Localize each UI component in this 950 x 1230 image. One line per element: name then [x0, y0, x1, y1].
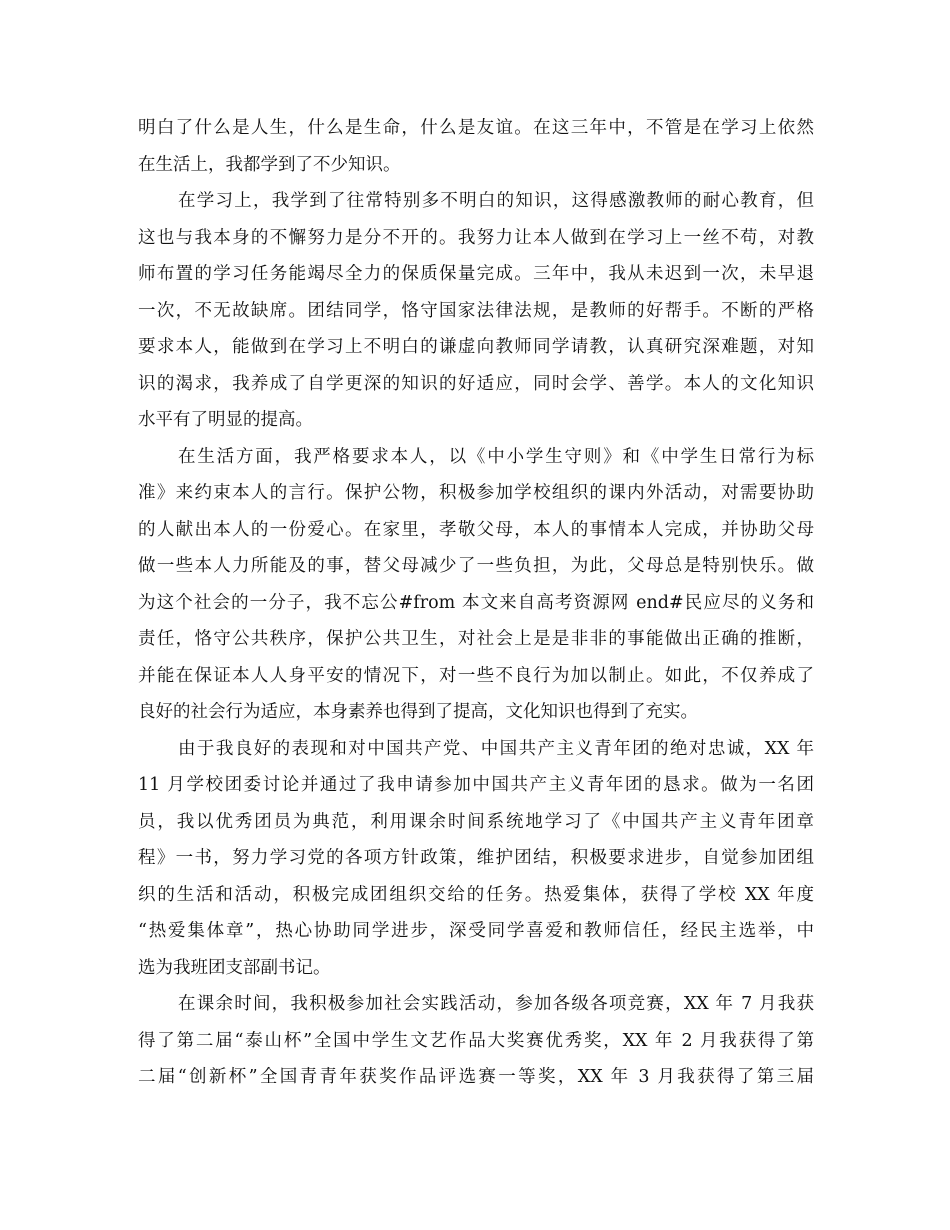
text-line: 为这个社会的一分子，我不忘公#from 本文来自高考资源网 end#民应尽的义务和 [138, 592, 814, 613]
text-line: 责任，恪守公共秩序，保护公共卫生，对社会上是是非非的事能做出正确的推断， [138, 629, 814, 649]
text-line: 选为我班团支部副书记。 [138, 957, 331, 978]
text-line: 的人献出本人的一份爱心。在家里，孝敬父母，本人的事情本人完成，并协助父母 [138, 519, 814, 540]
text-line: 准》来约束本人的言行。保护公物，积极参加学校组织的课内外活动，对需要协助 [138, 483, 814, 503]
text-line: 要求本人，能做到在学习上不明白的谦虚向教师同学请教，认真研究深难题，对知 [138, 337, 814, 357]
text-line: 在生活上，我都学到了不少知识。 [138, 154, 401, 175]
text-line: 11 月学校团委讨论并通过了我申请参加中国共产主义青年团的恳求。做为一名团 [138, 775, 814, 795]
text-line: 一次，不无故缺席。团结同学，恪守国家法律法规，是教师的好帮手。不断的严格 [138, 300, 814, 321]
text-line: 识的渴求，我养成了自学更深的知识的好适应，同时会学、善学。本人的文化知识 [138, 373, 814, 394]
text-line: 在生活方面，我严格要求本人，以《中小学生守则》和《中学生日常行为标 [178, 446, 814, 467]
text-line: 做一些本人力所能及的事，替父母减少了一些负担，为此，父母总是特别快乐。做 [138, 556, 814, 576]
text-line: 员，我以优秀团员为典范，利用课余时间系统地学习了《中国共产主义青年团章 [138, 811, 814, 832]
text-line: 并能在保证本人人身平安的情况下，对一些不良行为加以制止。如此，不仅养成了 [138, 665, 814, 686]
text-line: 水平有了明显的提高。 [138, 410, 313, 430]
text-line: 在学习上，我学到了往常特别多不明白的知识，这得感激教师的耐心教育，但 [178, 191, 814, 211]
text-line: 程》一书，努力学习党的各项方针政策，维护团结，积极要求进步，自觉参加团组 [138, 848, 814, 868]
text-line: 这也与我本身的不懈努力是分不开的。我努力让本人做到在学习上一丝不苟，对教 [138, 227, 814, 248]
text-line: 明白了什么是人生，什么是生命，什么是友谊。在这三年中，不管是在学习上依然 [138, 118, 814, 138]
text-line: 二届“创新杯”全国青青年获奖作品评选赛一等奖，XX 年 3 月我获得了第三届 [138, 1067, 814, 1087]
text-line: 在课余时间，我积极参加社会实践活动，参加各级各项竞赛，XX 年 7 月我获 [178, 994, 814, 1014]
document-body [138, 110, 814, 1096]
text-line: 良好的社会行为适应，本身素养也得到了提高，文化知识也得到了充实。 [138, 702, 698, 722]
text-line: “热爱集体章”，热心协助同学进步，深受同学喜爱和教师信任，经民主选举，中 [138, 921, 814, 941]
text-line: 得了第二届“泰山杯”全国中学生文艺作品大奖赛优秀奖，XX 年 2 月我获得了第 [138, 1030, 814, 1051]
text-line: 织的生活和活动，积极完成团组织交给的任务。热爱集体，获得了学校 XX 年度 [138, 884, 814, 905]
text-line: 由于我良好的表现和对中国共产党、中国共产主义青年团的绝对忠诚，XX 年 [178, 738, 814, 759]
text-line: 师布置的学习任务能竭尽全力的保质保量完成。三年中，我从未迟到一次，未早退 [138, 264, 814, 284]
